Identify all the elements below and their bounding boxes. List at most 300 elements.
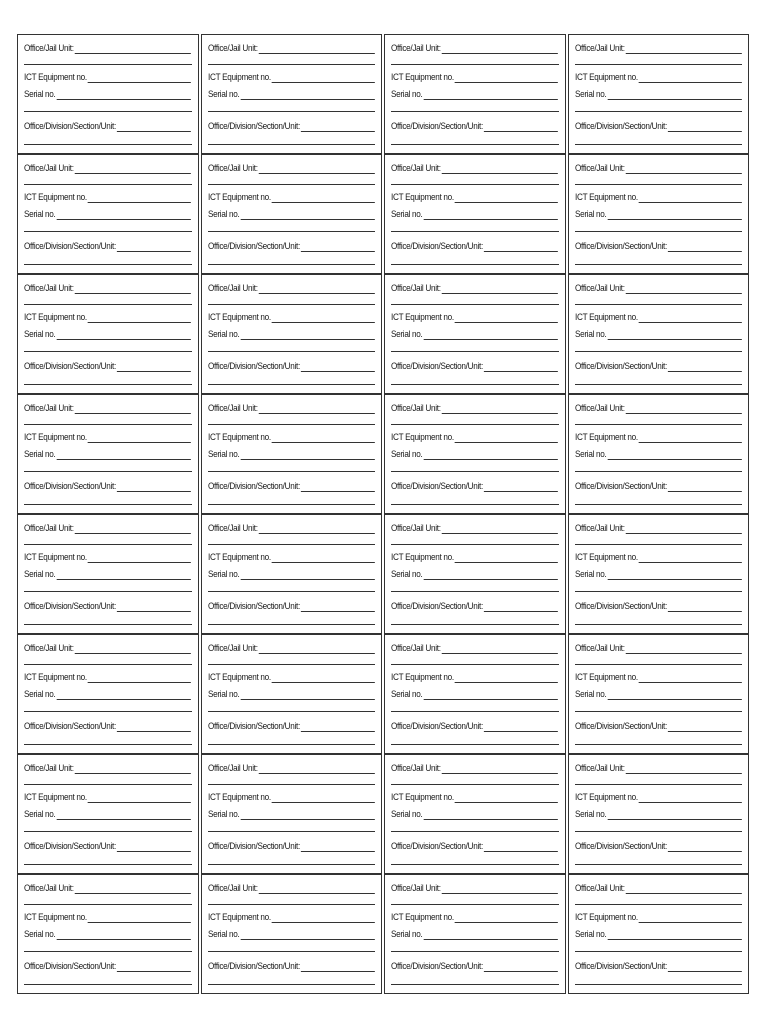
serial-continuation-line[interactable] bbox=[208, 831, 376, 832]
serial-field[interactable] bbox=[391, 209, 558, 220]
office-jail-unit-continuation-line[interactable] bbox=[208, 664, 376, 665]
serial-continuation-line[interactable] bbox=[391, 951, 559, 952]
office-jail-unit-blank[interactable] bbox=[258, 164, 374, 174]
division-blank[interactable] bbox=[484, 842, 558, 852]
ict-equipment-blank[interactable] bbox=[455, 913, 558, 923]
office-jail-unit-field[interactable] bbox=[575, 43, 742, 54]
ict-equipment-blank[interactable] bbox=[271, 793, 374, 803]
office-jail-unit-field[interactable] bbox=[24, 523, 191, 534]
division-blank[interactable] bbox=[667, 362, 741, 372]
office-jail-unit-field[interactable] bbox=[575, 883, 742, 894]
ict-equipment-field[interactable] bbox=[575, 312, 742, 323]
serial-blank[interactable] bbox=[56, 690, 191, 700]
ict-equipment-blank[interactable] bbox=[638, 913, 741, 923]
office-jail-unit-continuation-line[interactable] bbox=[208, 544, 376, 545]
serial-field[interactable] bbox=[24, 569, 191, 580]
ict-equipment-blank[interactable] bbox=[271, 913, 374, 923]
ict-equipment-blank[interactable] bbox=[638, 313, 741, 323]
ict-equipment-blank[interactable] bbox=[455, 673, 558, 683]
division-field[interactable] bbox=[24, 841, 191, 852]
office-jail-unit-blank[interactable] bbox=[258, 44, 374, 54]
ict-equipment-blank[interactable] bbox=[271, 553, 374, 563]
ict-equipment-field[interactable] bbox=[208, 72, 375, 83]
serial-blank[interactable] bbox=[56, 930, 191, 940]
ict-equipment-blank[interactable] bbox=[638, 433, 741, 443]
ict-equipment-field[interactable] bbox=[391, 672, 558, 683]
division-blank[interactable] bbox=[667, 722, 741, 732]
serial-continuation-line[interactable] bbox=[24, 951, 192, 952]
office-jail-unit-field[interactable] bbox=[24, 643, 191, 654]
ict-equipment-field[interactable] bbox=[24, 792, 191, 803]
office-jail-unit-continuation-line[interactable] bbox=[575, 184, 743, 185]
office-jail-unit-blank[interactable] bbox=[258, 284, 374, 294]
ict-equipment-field[interactable] bbox=[208, 792, 375, 803]
ict-equipment-blank[interactable] bbox=[88, 433, 191, 443]
division-continuation-line[interactable] bbox=[575, 984, 743, 985]
serial-field[interactable] bbox=[391, 449, 558, 460]
office-jail-unit-blank[interactable] bbox=[625, 884, 741, 894]
serial-blank[interactable] bbox=[56, 450, 191, 460]
division-continuation-line[interactable] bbox=[391, 744, 559, 745]
serial-blank[interactable] bbox=[240, 90, 375, 100]
office-jail-unit-blank[interactable] bbox=[625, 524, 741, 534]
division-blank[interactable] bbox=[300, 962, 374, 972]
division-continuation-line[interactable] bbox=[575, 744, 743, 745]
division-field[interactable] bbox=[391, 121, 558, 132]
office-jail-unit-blank[interactable] bbox=[75, 884, 191, 894]
ict-equipment-field[interactable] bbox=[24, 192, 191, 203]
serial-continuation-line[interactable] bbox=[24, 831, 192, 832]
office-jail-unit-continuation-line[interactable] bbox=[391, 64, 559, 65]
serial-field[interactable] bbox=[24, 449, 191, 460]
office-jail-unit-field[interactable] bbox=[24, 163, 191, 174]
division-field[interactable] bbox=[391, 481, 558, 492]
serial-blank[interactable] bbox=[56, 330, 191, 340]
office-jail-unit-blank[interactable] bbox=[75, 764, 191, 774]
division-continuation-line[interactable] bbox=[391, 624, 559, 625]
office-jail-unit-field[interactable] bbox=[391, 403, 558, 414]
serial-continuation-line[interactable] bbox=[575, 111, 743, 112]
ict-equipment-blank[interactable] bbox=[88, 193, 191, 203]
office-jail-unit-blank[interactable] bbox=[258, 524, 374, 534]
serial-continuation-line[interactable] bbox=[24, 591, 192, 592]
ict-equipment-blank[interactable] bbox=[638, 553, 741, 563]
ict-equipment-field[interactable] bbox=[208, 912, 375, 923]
serial-continuation-line[interactable] bbox=[208, 591, 376, 592]
office-jail-unit-blank[interactable] bbox=[442, 644, 558, 654]
serial-blank[interactable] bbox=[423, 450, 558, 460]
serial-blank[interactable] bbox=[607, 930, 742, 940]
serial-field[interactable] bbox=[24, 89, 191, 100]
serial-field[interactable] bbox=[575, 929, 742, 940]
division-field[interactable] bbox=[208, 601, 375, 612]
serial-blank[interactable] bbox=[240, 810, 375, 820]
serial-continuation-line[interactable] bbox=[575, 591, 743, 592]
serial-field[interactable] bbox=[575, 689, 742, 700]
division-continuation-line[interactable] bbox=[24, 984, 192, 985]
division-blank[interactable] bbox=[300, 722, 374, 732]
serial-continuation-line[interactable] bbox=[24, 231, 192, 232]
division-field[interactable] bbox=[24, 121, 191, 132]
office-jail-unit-blank[interactable] bbox=[442, 404, 558, 414]
office-jail-unit-blank[interactable] bbox=[625, 764, 741, 774]
ict-equipment-field[interactable] bbox=[575, 672, 742, 683]
division-blank[interactable] bbox=[117, 962, 191, 972]
office-jail-unit-continuation-line[interactable] bbox=[24, 784, 192, 785]
office-jail-unit-continuation-line[interactable] bbox=[575, 784, 743, 785]
division-field[interactable] bbox=[575, 601, 742, 612]
serial-continuation-line[interactable] bbox=[391, 111, 559, 112]
division-field[interactable] bbox=[575, 361, 742, 372]
division-blank[interactable] bbox=[117, 242, 191, 252]
division-field[interactable] bbox=[575, 121, 742, 132]
office-jail-unit-continuation-line[interactable] bbox=[391, 184, 559, 185]
division-continuation-line[interactable] bbox=[24, 864, 192, 865]
office-jail-unit-blank[interactable] bbox=[442, 164, 558, 174]
office-jail-unit-blank[interactable] bbox=[442, 44, 558, 54]
division-field[interactable] bbox=[208, 961, 375, 972]
ict-equipment-field[interactable] bbox=[24, 312, 191, 323]
serial-blank[interactable] bbox=[607, 810, 742, 820]
division-blank[interactable] bbox=[484, 962, 558, 972]
office-jail-unit-blank[interactable] bbox=[442, 284, 558, 294]
office-jail-unit-field[interactable] bbox=[24, 403, 191, 414]
serial-blank[interactable] bbox=[423, 330, 558, 340]
division-continuation-line[interactable] bbox=[208, 504, 376, 505]
division-blank[interactable] bbox=[667, 242, 741, 252]
serial-blank[interactable] bbox=[56, 810, 191, 820]
ict-equipment-field[interactable] bbox=[24, 72, 191, 83]
serial-continuation-line[interactable] bbox=[208, 951, 376, 952]
division-blank[interactable] bbox=[117, 482, 191, 492]
serial-continuation-line[interactable] bbox=[575, 471, 743, 472]
division-continuation-line[interactable] bbox=[391, 144, 559, 145]
serial-blank[interactable] bbox=[423, 90, 558, 100]
office-jail-unit-continuation-line[interactable] bbox=[24, 64, 192, 65]
ict-equipment-field[interactable] bbox=[575, 432, 742, 443]
serial-continuation-line[interactable] bbox=[391, 591, 559, 592]
office-jail-unit-continuation-line[interactable] bbox=[208, 904, 376, 905]
division-field[interactable] bbox=[208, 481, 375, 492]
serial-field[interactable] bbox=[575, 89, 742, 100]
division-continuation-line[interactable] bbox=[24, 384, 192, 385]
serial-field[interactable] bbox=[208, 929, 375, 940]
division-field[interactable] bbox=[24, 481, 191, 492]
serial-blank[interactable] bbox=[56, 570, 191, 580]
division-continuation-line[interactable] bbox=[391, 384, 559, 385]
office-jail-unit-continuation-line[interactable] bbox=[208, 184, 376, 185]
office-jail-unit-continuation-line[interactable] bbox=[391, 904, 559, 905]
serial-field[interactable] bbox=[391, 809, 558, 820]
ict-equipment-field[interactable] bbox=[575, 552, 742, 563]
ict-equipment-blank[interactable] bbox=[271, 73, 374, 83]
division-continuation-line[interactable] bbox=[575, 624, 743, 625]
serial-continuation-line[interactable] bbox=[208, 231, 376, 232]
serial-continuation-line[interactable] bbox=[208, 351, 376, 352]
serial-continuation-line[interactable] bbox=[575, 711, 743, 712]
ict-equipment-blank[interactable] bbox=[455, 433, 558, 443]
office-jail-unit-blank[interactable] bbox=[75, 284, 191, 294]
serial-continuation-line[interactable] bbox=[24, 471, 192, 472]
serial-continuation-line[interactable] bbox=[208, 711, 376, 712]
office-jail-unit-blank[interactable] bbox=[75, 404, 191, 414]
ict-equipment-field[interactable] bbox=[575, 72, 742, 83]
division-blank[interactable] bbox=[484, 242, 558, 252]
office-jail-unit-continuation-line[interactable] bbox=[575, 904, 743, 905]
serial-continuation-line[interactable] bbox=[24, 711, 192, 712]
ict-equipment-blank[interactable] bbox=[455, 553, 558, 563]
division-blank[interactable] bbox=[300, 242, 374, 252]
office-jail-unit-continuation-line[interactable] bbox=[391, 424, 559, 425]
office-jail-unit-blank[interactable] bbox=[625, 284, 741, 294]
division-continuation-line[interactable] bbox=[24, 264, 192, 265]
division-field[interactable] bbox=[391, 841, 558, 852]
division-continuation-line[interactable] bbox=[208, 624, 376, 625]
ict-equipment-blank[interactable] bbox=[88, 553, 191, 563]
division-field[interactable] bbox=[391, 241, 558, 252]
division-field[interactable] bbox=[208, 841, 375, 852]
office-jail-unit-field[interactable] bbox=[208, 523, 375, 534]
office-jail-unit-blank[interactable] bbox=[258, 644, 374, 654]
office-jail-unit-blank[interactable] bbox=[75, 524, 191, 534]
ict-equipment-blank[interactable] bbox=[638, 673, 741, 683]
office-jail-unit-field[interactable] bbox=[391, 163, 558, 174]
serial-field[interactable] bbox=[575, 329, 742, 340]
division-blank[interactable] bbox=[300, 482, 374, 492]
office-jail-unit-blank[interactable] bbox=[442, 524, 558, 534]
division-blank[interactable] bbox=[484, 362, 558, 372]
office-jail-unit-blank[interactable] bbox=[442, 884, 558, 894]
ict-equipment-field[interactable] bbox=[391, 72, 558, 83]
office-jail-unit-continuation-line[interactable] bbox=[208, 304, 376, 305]
division-field[interactable] bbox=[391, 361, 558, 372]
ict-equipment-blank[interactable] bbox=[638, 73, 741, 83]
serial-field[interactable] bbox=[391, 689, 558, 700]
office-jail-unit-field[interactable] bbox=[391, 43, 558, 54]
division-continuation-line[interactable] bbox=[391, 264, 559, 265]
office-jail-unit-continuation-line[interactable] bbox=[24, 304, 192, 305]
serial-field[interactable] bbox=[208, 209, 375, 220]
ict-equipment-blank[interactable] bbox=[455, 313, 558, 323]
division-continuation-line[interactable] bbox=[208, 744, 376, 745]
division-continuation-line[interactable] bbox=[391, 504, 559, 505]
ict-equipment-blank[interactable] bbox=[88, 793, 191, 803]
office-jail-unit-field[interactable] bbox=[575, 283, 742, 294]
division-continuation-line[interactable] bbox=[208, 264, 376, 265]
office-jail-unit-blank[interactable] bbox=[75, 644, 191, 654]
office-jail-unit-blank[interactable] bbox=[75, 164, 191, 174]
division-blank[interactable] bbox=[117, 122, 191, 132]
serial-blank[interactable] bbox=[607, 570, 742, 580]
division-field[interactable] bbox=[575, 841, 742, 852]
serial-continuation-line[interactable] bbox=[391, 831, 559, 832]
office-jail-unit-continuation-line[interactable] bbox=[24, 424, 192, 425]
ict-equipment-blank[interactable] bbox=[271, 313, 374, 323]
office-jail-unit-field[interactable] bbox=[575, 163, 742, 174]
division-blank[interactable] bbox=[484, 602, 558, 612]
division-continuation-line[interactable] bbox=[391, 984, 559, 985]
ict-equipment-field[interactable] bbox=[208, 552, 375, 563]
office-jail-unit-continuation-line[interactable] bbox=[391, 544, 559, 545]
division-field[interactable] bbox=[575, 481, 742, 492]
serial-blank[interactable] bbox=[607, 690, 742, 700]
ict-equipment-field[interactable] bbox=[575, 912, 742, 923]
serial-field[interactable] bbox=[24, 209, 191, 220]
office-jail-unit-field[interactable] bbox=[575, 763, 742, 774]
division-field[interactable] bbox=[208, 121, 375, 132]
office-jail-unit-field[interactable] bbox=[24, 763, 191, 774]
serial-field[interactable] bbox=[391, 569, 558, 580]
office-jail-unit-blank[interactable] bbox=[258, 764, 374, 774]
office-jail-unit-field[interactable] bbox=[391, 763, 558, 774]
ict-equipment-field[interactable] bbox=[575, 792, 742, 803]
ict-equipment-field[interactable] bbox=[391, 312, 558, 323]
office-jail-unit-blank[interactable] bbox=[625, 404, 741, 414]
serial-field[interactable] bbox=[575, 569, 742, 580]
division-blank[interactable] bbox=[300, 122, 374, 132]
ict-equipment-blank[interactable] bbox=[271, 193, 374, 203]
office-jail-unit-continuation-line[interactable] bbox=[575, 544, 743, 545]
office-jail-unit-blank[interactable] bbox=[625, 644, 741, 654]
ict-equipment-blank[interactable] bbox=[638, 793, 741, 803]
office-jail-unit-continuation-line[interactable] bbox=[391, 664, 559, 665]
division-continuation-line[interactable] bbox=[575, 384, 743, 385]
serial-continuation-line[interactable] bbox=[24, 351, 192, 352]
serial-blank[interactable] bbox=[423, 810, 558, 820]
division-continuation-line[interactable] bbox=[208, 144, 376, 145]
serial-continuation-line[interactable] bbox=[208, 111, 376, 112]
division-field[interactable] bbox=[575, 721, 742, 732]
division-continuation-line[interactable] bbox=[24, 624, 192, 625]
serial-field[interactable] bbox=[24, 329, 191, 340]
serial-field[interactable] bbox=[208, 569, 375, 580]
division-continuation-line[interactable] bbox=[575, 264, 743, 265]
serial-field[interactable] bbox=[391, 89, 558, 100]
ict-equipment-blank[interactable] bbox=[88, 673, 191, 683]
serial-field[interactable] bbox=[391, 929, 558, 940]
ict-equipment-field[interactable] bbox=[208, 672, 375, 683]
division-continuation-line[interactable] bbox=[575, 144, 743, 145]
serial-field[interactable] bbox=[24, 809, 191, 820]
serial-continuation-line[interactable] bbox=[24, 111, 192, 112]
ict-equipment-blank[interactable] bbox=[88, 913, 191, 923]
ict-equipment-field[interactable] bbox=[24, 432, 191, 443]
division-continuation-line[interactable] bbox=[208, 984, 376, 985]
office-jail-unit-continuation-line[interactable] bbox=[575, 664, 743, 665]
office-jail-unit-continuation-line[interactable] bbox=[208, 784, 376, 785]
office-jail-unit-continuation-line[interactable] bbox=[391, 304, 559, 305]
serial-blank[interactable] bbox=[56, 210, 191, 220]
division-continuation-line[interactable] bbox=[24, 504, 192, 505]
serial-field[interactable] bbox=[24, 929, 191, 940]
office-jail-unit-blank[interactable] bbox=[258, 884, 374, 894]
division-field[interactable] bbox=[391, 601, 558, 612]
division-field[interactable] bbox=[575, 961, 742, 972]
ict-equipment-blank[interactable] bbox=[88, 313, 191, 323]
serial-blank[interactable] bbox=[240, 330, 375, 340]
office-jail-unit-field[interactable] bbox=[208, 763, 375, 774]
ict-equipment-field[interactable] bbox=[391, 792, 558, 803]
division-blank[interactable] bbox=[667, 602, 741, 612]
office-jail-unit-continuation-line[interactable] bbox=[24, 664, 192, 665]
office-jail-unit-field[interactable] bbox=[208, 43, 375, 54]
division-blank[interactable] bbox=[484, 722, 558, 732]
ict-equipment-field[interactable] bbox=[391, 432, 558, 443]
division-field[interactable] bbox=[208, 241, 375, 252]
division-continuation-line[interactable] bbox=[208, 384, 376, 385]
serial-field[interactable] bbox=[24, 689, 191, 700]
division-blank[interactable] bbox=[667, 122, 741, 132]
serial-blank[interactable] bbox=[607, 90, 742, 100]
office-jail-unit-continuation-line[interactable] bbox=[208, 64, 376, 65]
serial-continuation-line[interactable] bbox=[391, 711, 559, 712]
serial-blank[interactable] bbox=[423, 570, 558, 580]
serial-continuation-line[interactable] bbox=[575, 231, 743, 232]
ict-equipment-field[interactable] bbox=[208, 192, 375, 203]
division-field[interactable] bbox=[208, 721, 375, 732]
ict-equipment-field[interactable] bbox=[575, 192, 742, 203]
office-jail-unit-continuation-line[interactable] bbox=[24, 184, 192, 185]
division-field[interactable] bbox=[208, 361, 375, 372]
serial-field[interactable] bbox=[575, 209, 742, 220]
office-jail-unit-blank[interactable] bbox=[625, 44, 741, 54]
office-jail-unit-continuation-line[interactable] bbox=[391, 784, 559, 785]
serial-blank[interactable] bbox=[240, 210, 375, 220]
serial-field[interactable] bbox=[208, 89, 375, 100]
office-jail-unit-blank[interactable] bbox=[258, 404, 374, 414]
office-jail-unit-blank[interactable] bbox=[625, 164, 741, 174]
office-jail-unit-field[interactable] bbox=[24, 283, 191, 294]
serial-continuation-line[interactable] bbox=[391, 351, 559, 352]
office-jail-unit-field[interactable] bbox=[391, 283, 558, 294]
serial-blank[interactable] bbox=[240, 450, 375, 460]
ict-equipment-field[interactable] bbox=[391, 912, 558, 923]
serial-blank[interactable] bbox=[607, 330, 742, 340]
office-jail-unit-continuation-line[interactable] bbox=[575, 304, 743, 305]
division-field[interactable] bbox=[24, 601, 191, 612]
division-blank[interactable] bbox=[300, 602, 374, 612]
division-field[interactable] bbox=[391, 721, 558, 732]
serial-continuation-line[interactable] bbox=[575, 951, 743, 952]
division-blank[interactable] bbox=[667, 482, 741, 492]
division-continuation-line[interactable] bbox=[24, 744, 192, 745]
serial-blank[interactable] bbox=[607, 450, 742, 460]
ict-equipment-field[interactable] bbox=[24, 672, 191, 683]
office-jail-unit-field[interactable] bbox=[208, 643, 375, 654]
office-jail-unit-field[interactable] bbox=[24, 43, 191, 54]
ict-equipment-blank[interactable] bbox=[271, 433, 374, 443]
ict-equipment-field[interactable] bbox=[391, 552, 558, 563]
serial-blank[interactable] bbox=[240, 690, 375, 700]
ict-equipment-field[interactable] bbox=[24, 912, 191, 923]
office-jail-unit-continuation-line[interactable] bbox=[575, 64, 743, 65]
division-blank[interactable] bbox=[484, 482, 558, 492]
ict-equipment-blank[interactable] bbox=[455, 193, 558, 203]
division-continuation-line[interactable] bbox=[24, 144, 192, 145]
serial-field[interactable] bbox=[208, 449, 375, 460]
division-field[interactable] bbox=[24, 241, 191, 252]
office-jail-unit-continuation-line[interactable] bbox=[24, 544, 192, 545]
division-blank[interactable] bbox=[117, 722, 191, 732]
division-continuation-line[interactable] bbox=[575, 504, 743, 505]
division-blank[interactable] bbox=[484, 122, 558, 132]
serial-field[interactable] bbox=[208, 809, 375, 820]
office-jail-unit-field[interactable] bbox=[208, 403, 375, 414]
serial-blank[interactable] bbox=[240, 930, 375, 940]
serial-field[interactable] bbox=[575, 449, 742, 460]
division-continuation-line[interactable] bbox=[391, 864, 559, 865]
serial-field[interactable] bbox=[208, 689, 375, 700]
